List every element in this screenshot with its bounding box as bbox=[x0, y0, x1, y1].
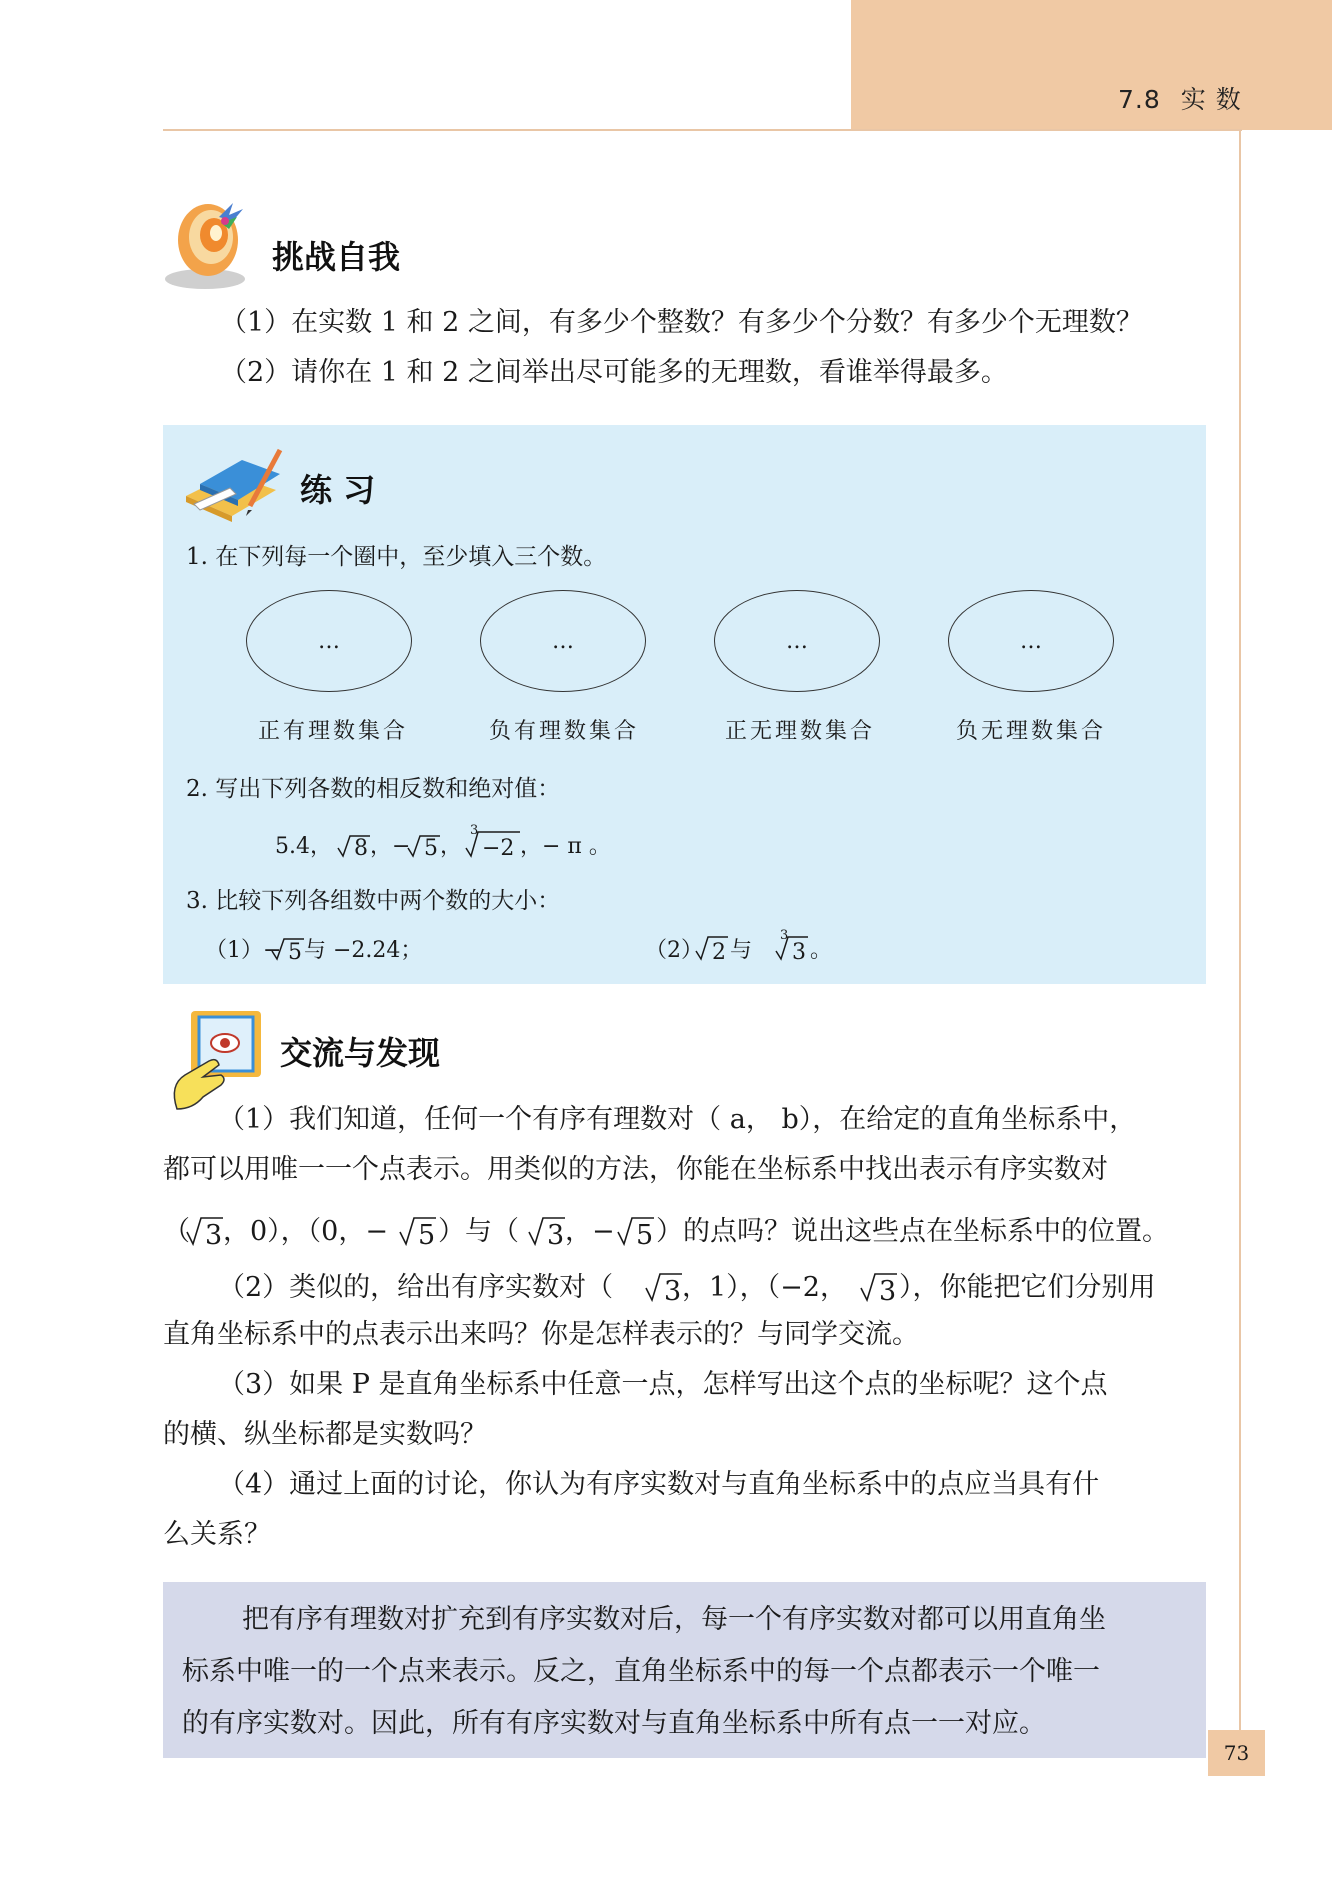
discover-p1-line1: （1）我们知道，任何一个有序有理数对（ a， b），在给定的直角坐标系中， bbox=[218, 1104, 1137, 1135]
challenge-title: 挑战自我 bbox=[272, 238, 401, 276]
set-circle-positive-irrational bbox=[714, 590, 880, 692]
target-icon bbox=[163, 195, 263, 295]
discover-p2-line2: 直角坐标系中的点表示出来吗？你是怎样表示的？与同学交流。 bbox=[163, 1319, 919, 1350]
practice-q1: 1. 在下列每一个圈中，至少填入三个数。 bbox=[186, 544, 607, 570]
header-rule bbox=[163, 129, 1242, 131]
set-circle-negative-rational bbox=[480, 590, 646, 692]
set-ellipsis: … bbox=[1020, 628, 1042, 654]
summary-line2: 标系中唯一的一个点来表示。反之，直角坐标系中的每一个点都表示一个唯一 bbox=[182, 1656, 1100, 1687]
challenge-item: （2）请你在 1 和 2 之间举出尽可能多的无理数，看谁举得最多。 bbox=[220, 357, 1008, 388]
q3-2-idx: 3 bbox=[780, 928, 789, 943]
discover-title: 交流与发现 bbox=[280, 1034, 441, 1072]
q3-2-rad1: 2 bbox=[712, 940, 726, 965]
q2-value-f: −2 bbox=[482, 836, 515, 861]
section-title: 实 数 bbox=[1180, 85, 1242, 114]
q3-2-pre: （2） bbox=[645, 938, 703, 963]
p1l3-b: ，0），（0，− bbox=[223, 1216, 388, 1247]
p2l1-c: ），你能把它们分别用 bbox=[899, 1272, 1156, 1303]
practice-q3-1 bbox=[200, 925, 460, 971]
p1l3-a: （ bbox=[163, 1216, 190, 1247]
summary-text bbox=[182, 1594, 1106, 1750]
practice-title: 练 习 bbox=[300, 471, 376, 509]
set-label: 正无理数集合 bbox=[725, 719, 876, 744]
p1l3-r2: 5 bbox=[418, 1220, 436, 1251]
discover-p4-line2: 么关系？ bbox=[163, 1519, 271, 1550]
discover-p1-line3 bbox=[163, 1202, 1223, 1256]
p1l3-d: ，− bbox=[565, 1216, 615, 1247]
q3-2-mid: 与 bbox=[730, 938, 753, 963]
q2-value-e: ， bbox=[440, 834, 463, 859]
discover-body-rest bbox=[163, 1310, 1108, 1560]
q3-2-rad2: 3 bbox=[792, 940, 806, 965]
p1l3-r3: 3 bbox=[547, 1220, 565, 1251]
section-header bbox=[1118, 80, 1242, 116]
summary-line3: 的有序实数对。因此，所有有序实数对与直角坐标系中所有点一一对应。 bbox=[182, 1708, 1046, 1739]
p1l3-r4: 5 bbox=[636, 1220, 654, 1251]
q2-value-f-index: 3 bbox=[470, 823, 479, 838]
discover-p4-line1: （4）通过上面的讨论，你认为有序实数对与直角坐标系中的点应当具有什 bbox=[218, 1469, 1100, 1500]
q2-value-b: 8 bbox=[354, 836, 368, 861]
practice-q3: 3. 比较下列各组数中两个数的大小： bbox=[186, 888, 561, 914]
set-label: 正有理数集合 bbox=[258, 719, 409, 744]
practice-q2-values bbox=[270, 818, 650, 868]
summary-line1: 把有序有理数对扩充到有序实数对后，每一个有序实数对都可以用直角坐 bbox=[242, 1604, 1106, 1635]
discover-p3-line2: 的横、纵坐标都是实数吗？ bbox=[163, 1419, 487, 1450]
set-circle-negative-irrational bbox=[948, 590, 1114, 692]
set-ellipsis: … bbox=[786, 628, 808, 654]
q2-value-d: 5 bbox=[424, 836, 438, 861]
discover-p3-line1: （3）如果 P 是直角坐标系中任意一点，怎样写出这个点的坐标呢？这个点 bbox=[218, 1369, 1108, 1400]
set-ellipsis: … bbox=[318, 628, 340, 654]
q3-2-post: 。 bbox=[810, 938, 833, 963]
p1l3-e: ）的点吗？说出这些点在坐标系中的位置。 bbox=[656, 1216, 1169, 1247]
p2l1-b: ，1），（−2， bbox=[682, 1272, 847, 1303]
practice-q3-2 bbox=[640, 925, 900, 971]
discover-body bbox=[163, 1095, 1136, 1195]
set-label: 负无理数集合 bbox=[956, 719, 1107, 744]
q3-1-rad: 5 bbox=[288, 940, 302, 965]
header-tab bbox=[851, 0, 1332, 130]
discover-p1-line2: 都可以用唯一一个点表示。用类似的方法，你能在坐标系中找出表示有序实数对 bbox=[163, 1154, 1108, 1185]
page-number: 73 bbox=[1208, 1730, 1265, 1776]
p2l1-a: （2）类似的，给出有序实数对（ bbox=[218, 1272, 614, 1303]
q2-value-a: 5.4， bbox=[275, 834, 332, 859]
p1l3-r1: 3 bbox=[205, 1220, 223, 1251]
q2-value-c: ，− bbox=[370, 834, 411, 859]
books-pencil-icon bbox=[180, 444, 285, 524]
practice-q2: 2. 写出下列各数的相反数和绝对值： bbox=[186, 776, 561, 802]
challenge-items bbox=[220, 298, 1143, 398]
set-circle-positive-rational bbox=[246, 590, 412, 692]
set-ellipsis: … bbox=[552, 628, 574, 654]
discover-p2-line1 bbox=[163, 1258, 1223, 1312]
side-rule bbox=[1239, 130, 1241, 1770]
p2l1-r2: 3 bbox=[879, 1276, 897, 1307]
q2-value-g: ，− π 。 bbox=[520, 834, 611, 859]
challenge-item: （1）在实数 1 和 2 之间，有多少个整数？有多少个分数？有多少个无理数？ bbox=[220, 307, 1143, 338]
q3-1-post: 与 −2.24； bbox=[304, 938, 423, 963]
q3-1-pre: （1）− bbox=[205, 938, 282, 963]
p2l1-r1: 3 bbox=[664, 1276, 682, 1307]
set-label: 负有理数集合 bbox=[489, 719, 640, 744]
p1l3-c: ）与（ bbox=[438, 1216, 519, 1247]
section-number: 7.8 bbox=[1118, 85, 1161, 114]
